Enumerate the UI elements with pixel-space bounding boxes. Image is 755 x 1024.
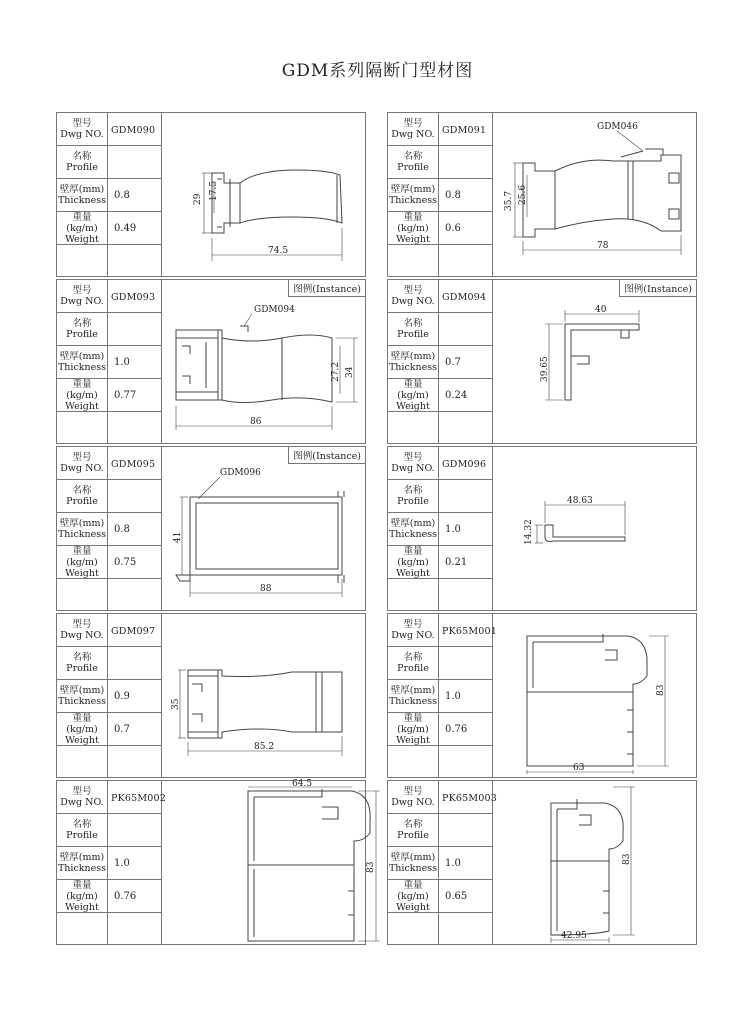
profile-card [56, 446, 366, 611]
profile-label: 名称 Profile [388, 814, 439, 847]
blank-label [388, 913, 439, 944]
dim-height: 83 [656, 684, 666, 696]
dim-width: 64.5 [292, 779, 313, 789]
model-label: 型号 Dwg NO. [388, 113, 439, 146]
profile-value [108, 313, 162, 346]
callout-label: GDM094 [254, 305, 295, 315]
dim-height: 39.65 [540, 356, 550, 382]
profile-card [387, 780, 697, 945]
dim-height: 34 [345, 366, 355, 378]
blank-label [57, 746, 108, 777]
page-title: GDM系列隔断门型材图 [281, 61, 474, 81]
blank-value [108, 579, 162, 610]
profile-drawing [493, 280, 696, 443]
weight-label: 重量(kg/m) Weight [57, 212, 108, 245]
blank-label [388, 746, 439, 777]
dim-height: 35.7 [504, 190, 514, 211]
blank-label [388, 579, 439, 610]
profile-value [108, 814, 162, 847]
thickness-value: 0.9 [108, 680, 162, 713]
profile-drawing [162, 447, 365, 610]
weight-value: 0.24 [439, 379, 493, 412]
model-value: GDM095 [108, 447, 162, 480]
profile-card [387, 446, 697, 611]
weight-value: 0.76 [108, 880, 162, 913]
thickness-label: 壁厚(mm) Thickness [388, 847, 439, 880]
profile-card [387, 279, 697, 444]
blank-label [388, 412, 439, 443]
thickness-label: 壁厚(mm) Thickness [57, 847, 108, 880]
weight-value: 0.75 [108, 546, 162, 579]
thickness-label: 壁厚(mm) Thickness [57, 346, 108, 379]
profile-label: 名称 Profile [57, 313, 108, 346]
thickness-value: 1.0 [108, 346, 162, 379]
weight-label: 重量(kg/m) Weight [57, 880, 108, 913]
weight-value: 0.77 [108, 379, 162, 412]
profile-value [108, 480, 162, 513]
profile-label: 名称 Profile [388, 647, 439, 680]
weight-label: 重量(kg/m) Weight [57, 713, 108, 746]
profile-drawing [162, 779, 376, 944]
thickness-value: 0.7 [439, 346, 493, 379]
profile-label: 名称 Profile [388, 146, 439, 179]
model-label: 型号 Dwg NO. [57, 781, 108, 814]
model-label: 型号 Dwg NO. [388, 280, 439, 313]
profile-value [439, 814, 493, 847]
thickness-value: 0.8 [108, 513, 162, 546]
profile-value [439, 146, 493, 179]
blank-value [108, 913, 162, 944]
weight-value: 0.21 [439, 546, 493, 579]
profile-label: 名称 Profile [57, 480, 108, 513]
profile-drawing [493, 614, 696, 777]
weight-value: 0.65 [439, 880, 493, 913]
dim-width: 63 [573, 763, 585, 773]
profile-card [387, 112, 697, 277]
model-value: GDM097 [108, 614, 162, 647]
profile-value [108, 146, 162, 179]
thickness-value: 0.8 [108, 179, 162, 212]
model-value: GDM094 [439, 280, 493, 313]
blank-label [388, 245, 439, 276]
weight-value: 0.7 [108, 713, 162, 746]
thickness-value: 1.0 [439, 847, 493, 880]
blank-label [57, 412, 108, 443]
profile-value [439, 647, 493, 680]
dim-width: 78 [597, 241, 609, 251]
thickness-value: 1.0 [439, 513, 493, 546]
profile-drawing [493, 447, 696, 610]
blank-label [57, 245, 108, 276]
callout-label: GDM046 [597, 122, 638, 132]
profile-card [387, 613, 697, 778]
model-value: PK65M002 [108, 781, 162, 814]
profile-label: 名称 Profile [57, 647, 108, 680]
profile-label: 名称 Profile [57, 814, 108, 847]
weight-label: 重量(kg/m) Weight [388, 379, 439, 412]
model-label: 型号 Dwg NO. [388, 781, 439, 814]
weight-value: 0.6 [439, 212, 493, 245]
dim-height: 14.32 [524, 519, 534, 545]
profile-drawing [162, 280, 365, 443]
dim-width: 74.5 [268, 246, 289, 256]
weight-label: 重量(kg/m) Weight [57, 379, 108, 412]
thickness-label: 壁厚(mm) Thickness [388, 179, 439, 212]
thickness-value: 1.0 [108, 847, 162, 880]
dim-height: 29 [193, 193, 203, 205]
weight-label: 重量(kg/m) Weight [388, 713, 439, 746]
profile-card [56, 613, 366, 778]
dim-inner: 27.2 [331, 361, 341, 382]
dim-width: 88 [260, 584, 272, 594]
profile-card [56, 112, 366, 277]
dim-width: 85.2 [254, 742, 275, 752]
blank-label [57, 579, 108, 610]
weight-label: 重量(kg/m) Weight [388, 880, 439, 913]
profile-drawing [162, 113, 365, 276]
dim-height: 35 [171, 698, 181, 710]
blank-label [57, 913, 108, 944]
blank-value [108, 245, 162, 276]
profile-label: 名称 Profile [388, 313, 439, 346]
weight-label: 重量(kg/m) Weight [388, 212, 439, 245]
dim-width: 42.95 [561, 931, 587, 941]
model-label: 型号 Dwg NO. [57, 614, 108, 647]
profile-drawing [493, 113, 696, 276]
model-value: PK65M001 [439, 614, 493, 647]
thickness-label: 壁厚(mm) Thickness [57, 513, 108, 546]
thickness-label: 壁厚(mm) Thickness [388, 680, 439, 713]
dim-height: 83 [366, 861, 376, 873]
model-label: 型号 Dwg NO. [57, 447, 108, 480]
dim-height: 83 [622, 853, 632, 865]
profile-drawing [162, 614, 365, 777]
dim-inner: 25.6 [518, 184, 528, 205]
dim-height: 41 [173, 531, 183, 543]
profile-value [108, 647, 162, 680]
weight-label: 重量(kg/m) Weight [57, 546, 108, 579]
blank-value [439, 245, 493, 276]
model-value: GDM096 [439, 447, 493, 480]
thickness-label: 壁厚(mm) Thickness [57, 179, 108, 212]
profile-value [439, 313, 493, 346]
weight-value: 0.49 [108, 212, 162, 245]
model-value: GDM090 [108, 113, 162, 146]
blank-value [108, 746, 162, 777]
instance-tag: 图例(Instance) [619, 280, 696, 297]
weight-label: 重量(kg/m) Weight [388, 546, 439, 579]
blank-value [439, 579, 493, 610]
dim-width: 48.63 [567, 496, 593, 506]
model-label: 型号 Dwg NO. [57, 113, 108, 146]
thickness-value: 0.8 [439, 179, 493, 212]
dim-width: 40 [595, 305, 607, 315]
instance-tag: 图例(Instance) [288, 280, 365, 297]
thickness-label: 壁厚(mm) Thickness [57, 680, 108, 713]
instance-tag: 图例(Instance) [288, 447, 365, 464]
profile-card [56, 279, 366, 444]
blank-value [439, 913, 493, 944]
model-label: 型号 Dwg NO. [57, 280, 108, 313]
profile-drawing [493, 781, 696, 944]
model-value: GDM091 [439, 113, 493, 146]
model-value: PK65M003 [439, 781, 493, 814]
profile-value [439, 480, 493, 513]
dim-inner: 17.5 [209, 180, 219, 201]
model-label: 型号 Dwg NO. [388, 447, 439, 480]
model-label: 型号 Dwg NO. [388, 614, 439, 647]
weight-value: 0.76 [439, 713, 493, 746]
profile-card [56, 779, 376, 945]
thickness-label: 壁厚(mm) Thickness [388, 346, 439, 379]
callout-label: GDM096 [220, 468, 261, 478]
blank-value [439, 412, 493, 443]
thickness-value: 1.0 [439, 680, 493, 713]
blank-value [439, 746, 493, 777]
dim-width: 86 [250, 417, 262, 427]
profile-label: 名称 Profile [388, 480, 439, 513]
thickness-label: 壁厚(mm) Thickness [388, 513, 439, 546]
profile-label: 名称 Profile [57, 146, 108, 179]
model-value: GDM093 [108, 280, 162, 313]
blank-value [108, 412, 162, 443]
